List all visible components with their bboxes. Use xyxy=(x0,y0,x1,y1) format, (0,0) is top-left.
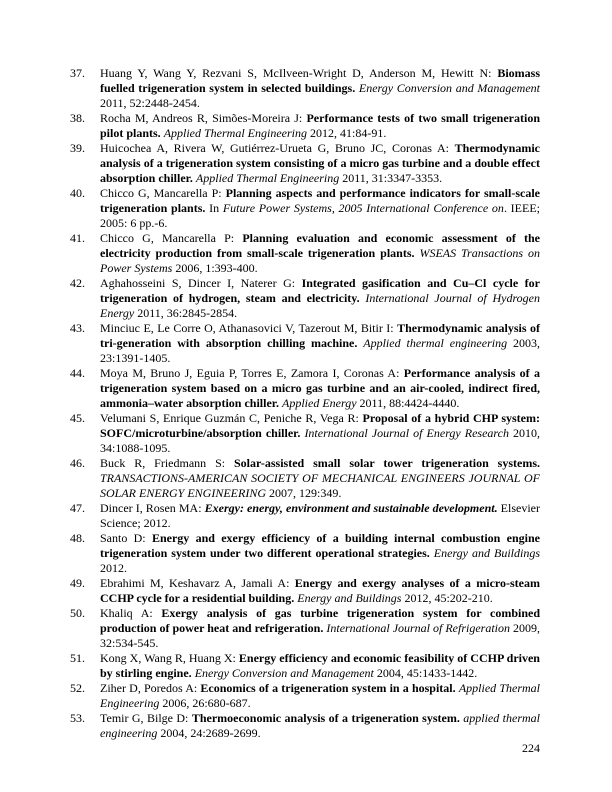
reference-number: 46. xyxy=(70,456,85,470)
reference-text-run: 2012, 41:84-91. xyxy=(307,126,387,140)
reference-text-run: 2003, 23:1391-1405. xyxy=(100,336,540,365)
reference-number: 41. xyxy=(70,231,85,245)
reference-text-run: Chicco G, Mancarella P: xyxy=(100,186,226,200)
reference-entry xyxy=(70,651,540,681)
reference-text-run: Energy Conversion and Management xyxy=(194,666,374,680)
reference-text-run: Khaliq A: xyxy=(100,606,162,620)
reference-text-run: Thermoeconomic analysis of a trigeneration system. xyxy=(191,711,460,725)
reference-text-run: Thermodynamic analysis of a trigeneration system consisting of a micro gas turbine and a double effect absorption chiller. xyxy=(100,141,540,185)
reference-entry xyxy=(70,231,540,276)
page-number: 224 xyxy=(522,741,540,755)
reference-text-run: Buck R, Friedmann S: xyxy=(100,456,234,470)
reference-entry xyxy=(70,711,540,741)
reference-text-run: Energy Conversion and Management xyxy=(358,81,540,95)
reference-text-run: 2004, 24:2689-2699. xyxy=(157,726,261,740)
reference-text-run: Velumani S, Enrique Guzmán C, Peniche R, Vega R: xyxy=(100,411,363,425)
reference-text-run: Moya M, Bruno J, Eguia P, Torres E, Zamora I, Coronas A: xyxy=(100,366,404,380)
reference-entry xyxy=(70,276,540,321)
reference-text xyxy=(100,186,540,231)
reference-text-run: Applied Thermal Engineering xyxy=(195,171,340,185)
reference-text xyxy=(100,651,540,681)
reference-text-run: International Journal of Refrigeration xyxy=(326,621,511,635)
reference-text xyxy=(100,711,540,741)
reference-text-run: Aghahosseini S, Dincer I, Naterer G: xyxy=(100,276,302,290)
reference-text-run: . IEEE; 2005: 6 pp.-6. xyxy=(100,201,540,230)
reference-text-run: WSEAS Transactions on Power Systems xyxy=(100,246,540,275)
reference-text-run: 2004, 45:1433-1442. xyxy=(373,666,478,680)
reference-text-run: Planning evaluation and economic assessment of the electricity production from small-scale trigeneration plants. xyxy=(100,231,540,260)
reference-text-run: Temir G, Bilge D: xyxy=(100,711,192,725)
reference-text-run: Economics of a trigeneration system in a hospital. xyxy=(200,681,456,695)
reference-text xyxy=(100,606,540,651)
reference-text-run: Energy efficiency and economic feasibility of CCHP driven by stirling engine. xyxy=(100,651,540,680)
reference-number: 45. xyxy=(70,411,85,425)
reference-text xyxy=(100,321,540,366)
reference-text-run: Elsevier Science; 2012. xyxy=(100,501,540,530)
reference-number: 39. xyxy=(70,141,85,155)
reference-text xyxy=(100,141,540,186)
reference-text-run: 2009, 32:534-545. xyxy=(100,621,541,650)
reference-number: 40. xyxy=(70,186,85,200)
reference-text-run: Biomass fuelled trigeneration system in selected buildings. xyxy=(100,66,540,95)
reference-text xyxy=(100,576,540,606)
reference-text-run: 2011, 52:2448-2454. xyxy=(100,96,200,110)
reference-text-run: Solar-assisted small solar tower trigeneration systems. xyxy=(234,456,540,470)
reference-text-run: 2011, 36:2845-2854. xyxy=(134,306,238,320)
reference-text-run: Performance analysis of a trigeneration system based on a micro gas turbine and an air-cooled, indirect fired, ammonia–water absorption chiller. xyxy=(100,366,540,410)
reference-text-run: Huicochea A, Rivera W, Gutiérrez-Urueta G, Bruno JC, Coronas A: xyxy=(100,141,455,155)
reference-text-run: 2007, 129:349. xyxy=(266,486,342,500)
reference-number: 43. xyxy=(70,321,85,335)
reference-text-run: 2006, 1:393-400. xyxy=(172,261,258,275)
reference-text-run: International Journal of Hydrogen Energy xyxy=(100,291,540,320)
reference-text-run: Proposal of a hybrid CHP system: SOFC/microturbine/absorption chiller. xyxy=(100,411,540,440)
reference-text-run: Ebrahimi M, Keshavarz A, Jamali A: xyxy=(100,576,295,590)
reference-text-run: Ziher D, Poredos A: xyxy=(100,681,201,695)
reference-text-run: Huang Y, Wang Y, Rezvani S, McIlveen-Wright D, Anderson M, Hewitt N: xyxy=(100,66,498,80)
reference-entry xyxy=(70,606,540,651)
reference-text-run: 2012. xyxy=(100,561,127,575)
reference-entry xyxy=(70,531,540,576)
reference-number: 47. xyxy=(70,501,85,515)
reference-entry xyxy=(70,366,540,411)
reference-text-run: International Journal of Energy Research xyxy=(304,426,509,440)
reference-text xyxy=(100,501,540,531)
reference-text-run: Thermodynamic analysis of tri-generation with absorption chilling machine. xyxy=(100,321,541,350)
reference-number: 52. xyxy=(70,681,85,695)
reference-entry xyxy=(70,141,540,186)
reference-text-run: Exergy: energy, environment and sustainable development. xyxy=(204,501,498,515)
reference-entry xyxy=(70,576,540,606)
reference-text-run: 2012, 45:202-210. xyxy=(401,591,493,605)
reference-text-run: Energy and exergy efficiency of a building internal combustion engine trigeneration system under two different operational strategies. xyxy=(100,531,540,560)
reference-text-run: Chicco G, Mancarella P: xyxy=(100,231,243,245)
reference-text-run: 2011, 31:3347-3353. xyxy=(339,171,443,185)
reference-number: 51. xyxy=(70,651,85,665)
reference-entry xyxy=(70,411,540,456)
reference-text-run: Santo D: xyxy=(100,531,152,545)
reference-text-run: In xyxy=(205,201,223,215)
reference-entry xyxy=(70,456,540,501)
reference-text-run: Applied Energy xyxy=(282,396,357,410)
reference-text-run: Rocha M, Andreos R, Simões-Moreira J: xyxy=(100,111,307,125)
reference-text-run: Energy and Buildings xyxy=(297,591,402,605)
reference-text-run: Integrated gasification and Cu–Cl cycle for trigeneration of hydrogen, steam and electricity. xyxy=(100,276,540,305)
reference-text xyxy=(100,66,540,111)
reference-number: 38. xyxy=(70,111,85,125)
reference-text xyxy=(100,366,540,411)
reference-number: 42. xyxy=(70,276,85,290)
reference-text-run: Applied Thermal Engineering xyxy=(100,681,541,710)
reference-entry xyxy=(70,66,540,111)
reference-text xyxy=(100,411,540,456)
reference-entry xyxy=(70,501,540,531)
reference-number: 48. xyxy=(70,531,85,545)
reference-text-run: Applied Thermal Engineering xyxy=(163,126,308,140)
reference-text-run: Applied thermal engineering xyxy=(363,336,508,350)
reference-text-run: Exergy analysis of gas turbine trigeneration system for combined production of power heat and refrigeration. xyxy=(100,606,541,635)
reference-entry xyxy=(70,186,540,231)
reference-text-run: TRANSACTIONS-AMERICAN SOCIETY OF MECHANICAL ENGINEERS JOURNAL OF SOLAR ENERGY ENGINEERING xyxy=(100,471,540,500)
reference-text-run: 2006, 26:680-687. xyxy=(159,696,251,710)
reference-number: 44. xyxy=(70,366,85,380)
reference-text xyxy=(100,681,540,711)
reference-entry xyxy=(70,321,540,366)
reference-text-run: applied thermal engineering xyxy=(100,711,541,740)
reference-number: 50. xyxy=(70,606,85,620)
reference-entry xyxy=(70,111,540,141)
reference-text-run: Energy and Buildings xyxy=(433,546,540,560)
reference-text xyxy=(100,231,540,276)
reference-text-run: Performance tests of two small trigeneration pilot plants. xyxy=(100,111,541,140)
reference-text-run: Minciuc E, Le Corre O, Athanasovici V, Tazerout M, Bitir I: xyxy=(100,321,398,335)
reference-text-run: Energy and exergy analyses of a micro-steam CCHP cycle for a residential building. xyxy=(100,576,540,605)
reference-text-run: 2010, 34:1088-1095. xyxy=(100,426,541,455)
reference-text-run: Dincer I, Rosen MA: xyxy=(100,501,205,515)
reference-text-run: Kong X, Wang R, Huang X: xyxy=(100,651,239,665)
reference-text-run: 2011, 88:4424-4440. xyxy=(356,396,460,410)
reference-number: 49. xyxy=(70,576,85,590)
reference-text xyxy=(100,531,540,576)
references-list xyxy=(70,66,540,741)
reference-entry xyxy=(70,681,540,711)
reference-text-run: Planning aspects and performance indicators for small-scale trigeneration plants. xyxy=(100,186,540,215)
reference-text xyxy=(100,276,540,321)
reference-number: 53. xyxy=(70,711,85,725)
reference-number: 37. xyxy=(70,66,85,80)
reference-text-run: Future Power Systems, 2005 International Conference on xyxy=(222,201,504,215)
reference-text xyxy=(100,456,540,501)
reference-text xyxy=(100,111,540,141)
